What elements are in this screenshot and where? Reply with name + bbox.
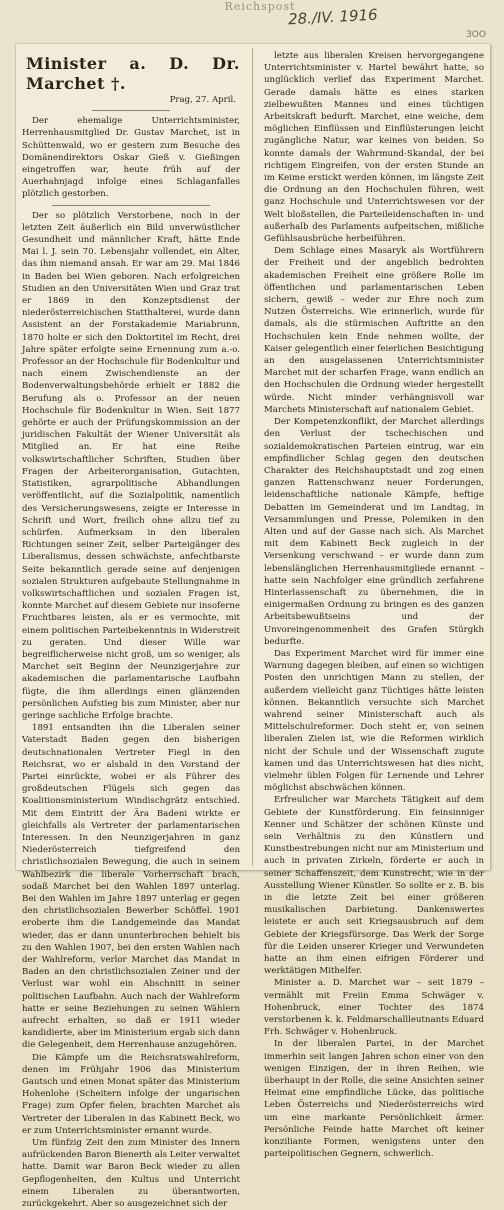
newspaper-clipping (16, 44, 490, 1210)
article-column-right (256, 44, 490, 1160)
article-column-left (16, 44, 248, 1210)
article-paragraph: 1891 entsandten ihn die Liberalen seiner Vaterstadt Baden gegen den bisherigen deutschnationalen Vertreter Fiegl in den Reichsrat, wo er alsbald in den Vorstand der Partei einrückte, wobei er als Führer des großdeutschen Flügels sich gegen das Koalitionsministerium Windischgrätz entschied. Mit dem Eintritt der Ära Badeni wirkte er gleichfalls als Vertreter der parlamentarischen Interessen. In den Neunzigerjahren in ganz Niederösterreich tiefgreifend den christlichsozialen Bewegung, die auch in seinem Wahlbezirk die liberale Vorherrschaft brach, sodaß Marchet bei den Wahlen 1897 unterlag. Bei den Wahlen im Jahre 1897 unterlag er gegen den christlichsozialen Bewerber Schöffel. 1901 eroberte ihm die Landgemeinde das Mandat wieder, das er dann ununterbrochen behielt bis zu den Wahlen 1907, bei den ersten Wahlen nach der Wahlreform, verlor Marchet das Mandat in Baden an den christlichsozialen Zeiner und der Verlust war wohl ein Abschnitt in seiner politischen Laufbahn. Auch nach der Wahlreform hatte er seine Beziehungen zu seinen Wählern aufrecht erhalten, so daß er 1911 wieder kandidierte, aber im Ministerium ergab sich dann die Gelegenheit, dem Herrenhause anzugehören. (22, 723, 240, 1051)
article-paragraph: Der ehemalige Unterrichtsminister, Herrenhausmitglied Dr. Gustav Marchet, ist in Schüttenwald, wo er gestern zum Besuche des Domänendirektors Oskar Gieß v. Gießingen eingetroffen war, heute früh auf der Auerhahnjagd infolge eines Schlaganfalles plötzlich gestorben. (22, 116, 240, 200)
article-paragraph: Das Experiment Marchet wird für immer eine Warnung dagegen bleiben, auf einen so wichtigen Posten den unrichtigen Mann zu stellen, der außerdem vielleicht ganz Tüchtiges hätte leisten können. Bekanntlich versuchte sich Marchet wahrend seiner Ministerschaft auch als Mittelschulreformer. Doch steht er, von seinen liberalen Zielen ist, wie die Reformen wirklich nicht der Schule und der Wissenschaft zugute kamen und das Unterrichtswesen hat dies nicht, vielmehr üblen Folgen für Lernende und Lehrer möglichst abschwächen können. (264, 648, 484, 794)
handwritten-date: 28./IV. 1916 (287, 5, 379, 29)
article-paragraph: Die Kämpfe um die Reichsratswahlreform, denen im Frühjahr 1906 das Ministerium Gautsch und einen Monat später das Ministerium Hohenlohe (Scheitern infolge der ungarischen Frage) zum Opfer fielen, brachten Marchet als Vertreter der Liberalen in das Kabinett Beck, wo er zum Unterrichtsminister ernannt wurde. (22, 1052, 240, 1136)
article-paragraph: Der Kompetenzkonflikt, der Marchet allerdings den Verlust der tschechischen und sozialdemokratischen Parteien eintrug, war ein empfindlicher Schlag gegen den deutschen Charakter des Reichshauptstadt und zog einen ganzen Rattenschwanz neuer Forderungen, leidenschaftliche nationale Kämpfe, heftige Debatten im Gemeinderat und im Landtag, in Versammlungen und Presse, Polemiken in den Alten und auf der Gasse nach sich. Als Marchet mit dem Kabinett Beck zugleich in der Versenkung verschwand – er wurde dann zum lebenslänglichen Herrenhausmitgliede ernannt – hatte sein Nachfolger eine gründlich zerfahrene Hinterlassenschaft zu übernehmen, die in einigermaßen Ordnung zu bringen es des ganzen Arbeitsbewußtseins und der Unvoreingenommenheit des Grafen Stürgkh bedurfte. (264, 417, 484, 647)
divider (92, 110, 170, 111)
corner-note: ЗОО (466, 30, 486, 40)
newspaper-masthead: Reichspost (224, 0, 296, 13)
article-headline: Minister a. D. Dr. Marchet †. (26, 54, 240, 93)
column-divider (252, 48, 253, 866)
divider (52, 205, 210, 206)
article-dateline: Prag, 27. April. (169, 95, 236, 105)
article-paragraph: In der liberalen Partei, in der Marchet immerhin seit langen Jahren schon einer von den wenigen Einzigen, der in ihren Reihen, wie überhaupt in der Rolle, die seine Ansichten seiner Heimat eine empfindliche Lücke, das politische Leben Österreichs und Niederösterreichs wird um eine markante Persönlichkeit ärmer. Persönliche Feinde hatte Marchet oft keiner konziliante Formen, wenigstens unter den parteipolitischen Gegnern, schwerlich. (264, 1039, 484, 1160)
article-paragraph: Minister a. D. Marchet war – seit 1879 – vermählt mit Freiin Emma Schwäger v. Hohenbruck, einer Tochter des 1874 verstorbenen k. k. Feldmarschallleutnants Eduard Frh. Schwäger v. Hohenbruck. (264, 978, 484, 1038)
article-paragraph: Erfreulicher war Marchets Tätigkeit auf dem Gebiete der Kunstförderung. Ein feinsinniger Kenner und Schätzer der schönen Künste und sein Verhältnis zu den Künstlern und Kunstbestrebungen nicht nur am Ministerium und auch in privaten Zirkeln, förderte er auch in seiner Schaffenszeit, dem Kunstrecht, wie in der Ausstellung Wiener Künstler. So sollte er z. B. bis in die letzte Zeit bei einer größeren musikalischen Darbietung. Dankenswertes leistete er auch seit Kriegsausbruch auf dem Gebiete der Kriegsfürsorge. Das Werk der Sorge für die Leiden unserer Krieger und Verwundeten hatte an ihm einen eifrigen Förderer und werktätigen Mithelfer. (264, 795, 484, 977)
article-paragraph: letzte aus liberalen Kreisen hervorgegangene Unterrichtsminister v. Hartel bewährt hatte, so unglücklich verlief das Experiment Marchet. Gerade damals hätte es eines starken zielbewußten Mannes und eines tüchtigen Arbeitskraft bedurft. Marchet, eine weiche, dem möglichen Einflüssen und Einflüsterungen leicht zugängliche Natur, war keines von beiden. So konnte damals der Wahrmund-Skandal, der bei richtigem Eingreifen, von der ersten Stunde an im Keime erstickt werden können, im längste Zeit die Ordnung an den Hochschulen führen, weit ganz Hochschule und Unterrichtswesen vor der Welt bloßstellen, die Parteileidenschaften in- und außerhalb des Parlaments aufpeitschen, mißliche Gefühlsausbrüche herbeiführen. (264, 51, 484, 245)
article-paragraph: Der so plötzlich Verstorbene, noch in der letzten Zeit äußerlich ein Bild unverwüstlicher Gesundheit und männlicher Kraft, hätte Ende Mai l. J. sein 70. Lebensjahr vollendet, ein Alter, das ihm niemand ansah. Er war am 29. Mai 1846 in Baden bei Wien geboren. Nach erfolgreichen Studien an den Universitäten Wien und Graz trat er 1869 in den Konzeptsdienst der niederösterreichischen Statthalterei, wurde dann Assistent an der Forstakademie Mariabrunn, 1870 holte er sich den Doktortitel im Recht, drei Jahre später erfolgte seine Ernennung zum a.-o. Professor an der Hochschule für Bodenkultur und nach einem Zwischendienste an der Bodenverwaltungsbehörde erhielt er 1882 die Berufung als o. Professor an der neuen Hochschule für Bodenkultur in Wien. Seit 1877 gehörte er auch der Prüfungskommission an der juridischen Fakultät der Wiener Universität als Mitglied an. Er hat eine Reihe volkswirtschaftlicher Schriften, Studien über Fragen der Arbeiterorganisation, Gutachten, Statistiken, agrarpolitische Abhandlungen veröffentlicht, auf die Sozialpolitik, namentlich des Versicherungswesens, zeigte er Interesse in Schrift und Wort, freilich ohne allzu tief zu schürfen. Aufmerksam in den liberalen Richtungen seiner Zeit, selber Parteigänger des Liberalismus, dessen schwächste, anfechtbarste Seite bekanntlich gerade seine auf denjenigen sozialen Strukturen aufgebaute Stellungnahme in volkswirtschaftlichen und sozialen Fragen ist, konnte Marchet auf diesem Gebiete nur insoferne Fruchtbares leisten, als er es vermochte, mit einem politischen Parteibekenntnis in Widerstreit zu geraten. Und dieser Wille war begreiflicherweise nicht groß, um so weniger, als Marchet seit Beginn der Neunzigerjahre zur akademischen die parlamentarische Laufbahn fügte, die ihm allerdings einen glänzenden persönlichen Aufstieg bis zum Minister, aber nur geringe sachliche Erfolge brachte. (22, 210, 240, 721)
article-paragraph: Dem Schlage eines Masaryk als Wortführern der Freiheit und der angeblich bedrohten akademischen Freiheit eine größere Rolle im öffentlichen und parlamentarischen Leben sichern, gewiß – weder zur Ehre noch zum Nutzen Österreichs. Wie erinnerlich, wurde für damals, als die stürmischen Auftritte an den Hochschulen kein Ende nehmen wollte, der Kaiser gelegentlich einer feierlichen Besichtigung an den ausgelassenen Unterrichtsminister Marchet mit der scharfen Frage, wann endlich an den Hochschulen die Ordnung wieder hergestellt würde. Nicht minder verhängnisvoll war Marchets Ministerschaft auf nationalem Gebiet. (264, 246, 484, 415)
article-paragraph-bold-start: Um fünfzig Zeit den zum Minister des Innern aufrückenden Baron Bienerth als Leiter verwaltet hatte. Damit war Baron Beck wieder zu allen Gepflogenheiten, den Kultus und Unterricht einem Liberalen zu überantworten, zurückgekehrt. Aber so ausgezeichnet sich der (22, 1138, 240, 1210)
